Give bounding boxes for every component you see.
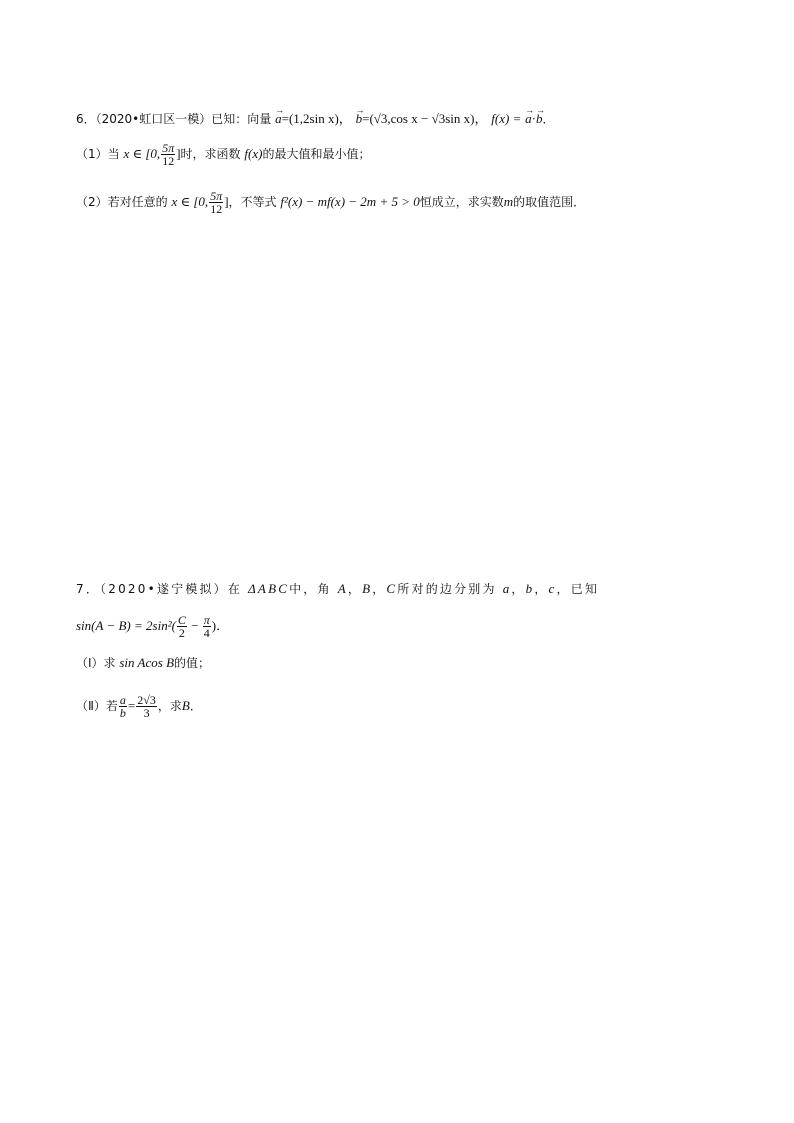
fraction-2sqrt3-over-3: $\frac{2√3}{3}$ [137,693,156,720]
interval-fraction: $\frac{5\pi}{12}$ [162,141,175,168]
problem7-part2: （Ⅱ）若 $\frac{a}{b}$ = $\frac{2√3}{3}$ ，求B． [76,693,202,720]
triangle-abc: ΔABC [248,581,290,596]
interval-fraction-2: $\frac{5\pi}{12}$ [210,189,223,216]
vector-b: → b [356,110,363,128]
fraction-pi-over-4: $\frac{\pi}{4}$ [203,613,210,640]
var-m: m [503,194,514,209]
problem6-part2: （2）若对任意的 x ∈ [0, $\frac{5\pi}{12}$ ]，不等式 f²(x) − mf(x) − 2m + 5 > 0恒成立，求实数m的取值范围． [76,189,586,216]
vector-a: → a [275,110,282,128]
problem6-number: 6． [76,112,96,126]
problem6-source: （2020•虹口区一模） [95,112,212,126]
interval-left: x ∈ [0, [123,146,161,161]
fraction-a-over-b: $\frac{a}{b}$ [119,693,126,720]
equation-left: sin(A − B) = 2sin²( [76,618,176,633]
sinA-cosB: sin Acos B [119,655,175,670]
problem7-source: （2020•遂宁模拟） [100,582,228,596]
problem7-number: 7． [76,582,101,596]
f-definition: f(x) = [491,111,522,126]
f-def-tail: ． [542,112,555,126]
problem6-part1: （1）当 x ∈ [0, $\frac{5\pi}{12}$ ]时，求函数 f(x)的最大值和最小值； [76,141,371,168]
vector-a-eq: =(1,2sin x)， [281,111,352,126]
problem7-part1: （Ⅰ）求 sin Acos B的值； [76,655,211,670]
problem6-statement: 6．（2020•虹口区一模）已知：向量 → a=(1,2sin x)， → b=(√3,cos x − √3sin x)， f(x) = → a·→ b． [76,110,734,128]
inequality: f²(x) − mf(x) − 2m + 5 > 0 [280,194,420,209]
function-fx: f(x) [244,146,263,161]
problem7-equation: sin(A − B) = 2sin²( $\frac{C}{2}$ − $\frac{\pi}{4}$ )． [76,613,230,640]
vector-b-eq: =(√3,cos x − √3sin x)， [362,111,488,126]
fraction-c-over-2: $\frac{C}{2}$ [177,613,186,640]
vector-a-dot: → a [525,110,532,128]
problem6-intro: 已知：向量 [211,112,272,126]
problem7-statement: 7．（2020•遂宁模拟）在 ΔABC中，角 A，B，C所对的边分别为 a，b，c，已知 [76,581,600,596]
vector-b-dot: → b [536,110,543,128]
